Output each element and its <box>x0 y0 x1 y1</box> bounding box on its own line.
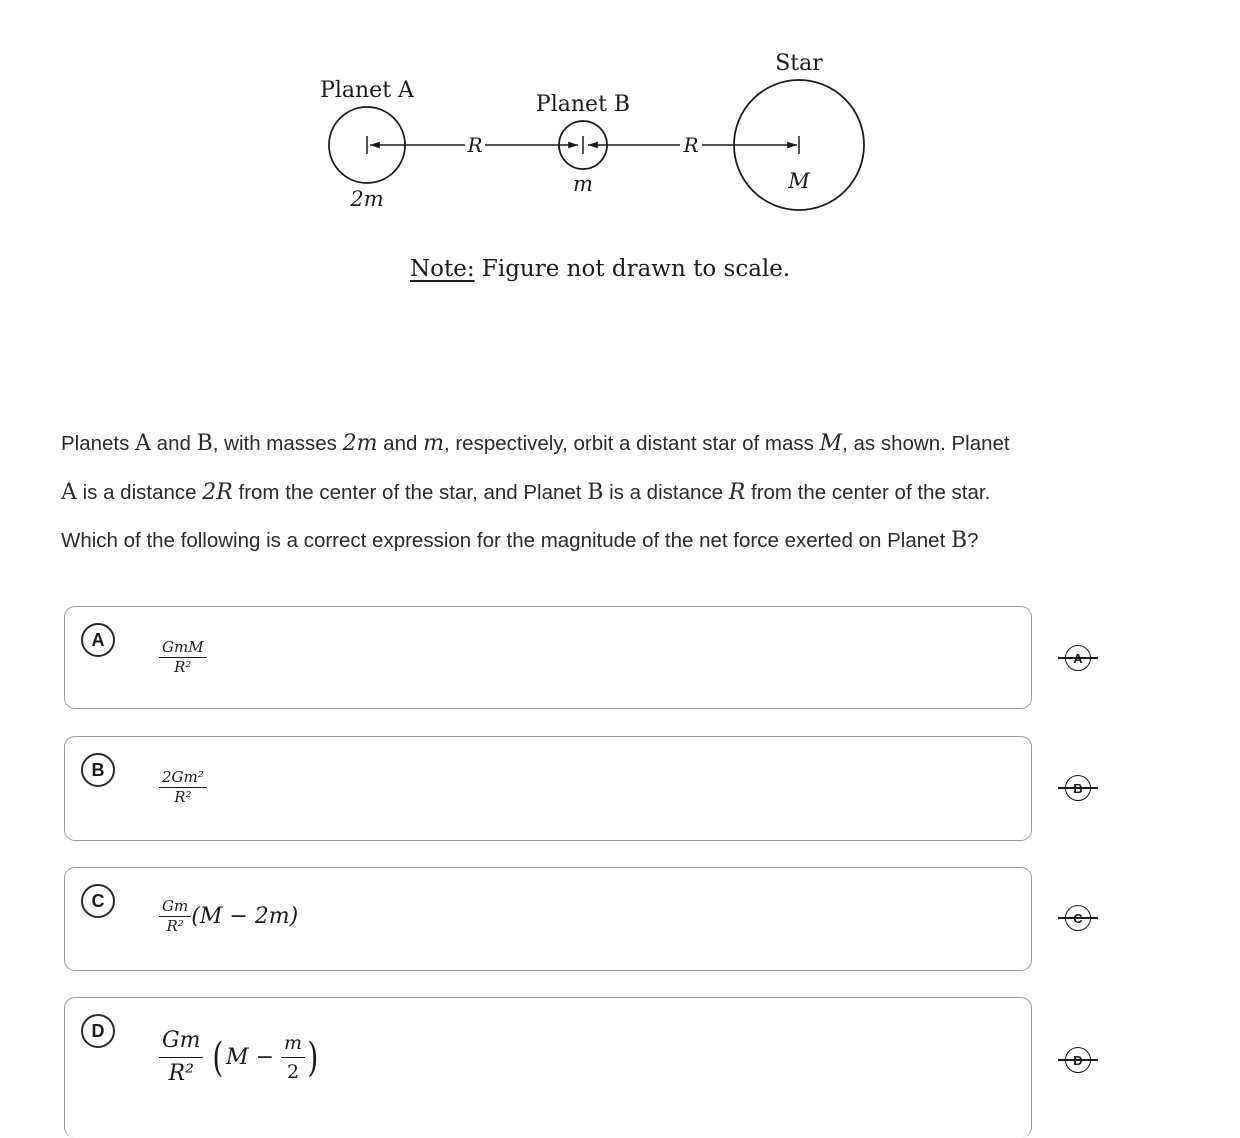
fraction-numerator: Gm <box>159 1026 203 1058</box>
distance-label-2: R <box>683 133 699 157</box>
strike-line <box>1058 657 1098 659</box>
stem-paragraph <box>61 420 1171 566</box>
distance-label-1: R <box>467 133 483 157</box>
stem-text: from the center of the star, and Planet <box>232 480 588 504</box>
eliminate-option-d-button[interactable] <box>1058 1046 1098 1074</box>
stem-text: and <box>377 432 424 455</box>
stem-math: A <box>135 431 151 456</box>
stem-text: , respectively, orbit a distant star of mass <box>443 432 820 455</box>
stem-text: is a distance <box>76 480 203 504</box>
option-c-bracket-term: (M − 2m) <box>191 904 299 929</box>
orbit-figure <box>0 0 1240 300</box>
strike-line <box>1058 787 1098 789</box>
stem-math: M <box>819 431 843 456</box>
stem-math: B <box>196 431 213 456</box>
stem-text: from the center of the star. <box>745 480 991 504</box>
answer-option-d[interactable] <box>64 997 1032 1138</box>
figure-note <box>410 256 790 282</box>
mass-star-label: M <box>788 169 810 193</box>
strike-line <box>1058 917 1098 919</box>
mass-a-label: 2m <box>350 187 384 211</box>
option-letter-c: C <box>81 884 115 918</box>
stem-math: A <box>61 479 77 505</box>
left-paren: ( <box>212 1034 224 1081</box>
option-letter-d: D <box>81 1014 115 1048</box>
stem-math: R <box>728 479 746 505</box>
eliminate-option-a-button[interactable] <box>1058 644 1098 672</box>
option-letter-a: A <box>81 623 115 657</box>
star-label: Star <box>775 51 823 76</box>
answer-option-a[interactable] <box>64 606 1032 709</box>
stem-text: Which of the following is a correct expression for the magnitude of the net force exerted on Planet <box>61 529 951 552</box>
strike-line <box>1058 1059 1098 1061</box>
right-paren: ) <box>307 1034 319 1081</box>
stem-text: , as shown. Planet <box>842 432 1010 455</box>
answer-option-b[interactable] <box>64 736 1032 841</box>
planet-a-label: Planet A <box>320 78 414 103</box>
option-letter-b: B <box>81 753 115 787</box>
fraction-numerator: 2Gm² <box>159 769 207 788</box>
planet-b-label: Planet B <box>535 92 631 117</box>
option-b-expression <box>159 769 207 806</box>
mass-b-label: m <box>573 172 593 196</box>
option-d-inner-text: M − <box>226 1045 274 1070</box>
stem-math: B <box>587 479 604 505</box>
stem-math: 2R <box>202 479 233 505</box>
option-d-expression <box>159 1026 321 1089</box>
stem-text: is a distance <box>603 480 729 504</box>
stem-math: B <box>950 528 968 553</box>
stem-text: and <box>150 432 197 455</box>
fraction-numerator: GmM <box>159 639 207 658</box>
inner-denominator: 2 <box>286 1061 300 1083</box>
stem-math: 2m <box>342 431 378 456</box>
eliminate-option-b-button[interactable] <box>1058 774 1098 802</box>
stem-math: m <box>423 431 444 456</box>
fraction-numerator: Gm <box>159 898 191 917</box>
fraction-denominator: R² <box>166 917 184 935</box>
note-text: Figure not drawn to scale. <box>474 256 791 282</box>
stem-text: Planets <box>61 432 136 455</box>
stem-text: , with masses <box>212 432 343 455</box>
answer-option-c[interactable] <box>64 867 1032 971</box>
stem-text: ? <box>967 529 979 552</box>
eliminate-option-c-button[interactable] <box>1058 904 1098 932</box>
note-label: Note: <box>410 256 475 282</box>
option-a-expression <box>159 639 207 676</box>
distance-arrow-a-to-b <box>367 133 578 157</box>
distance-arrow-b-to-star <box>588 133 799 157</box>
inner-numerator: m <box>281 1030 305 1058</box>
option-c-expression <box>159 898 298 935</box>
fraction-denominator: R² <box>174 788 192 806</box>
fraction-denominator: R² <box>174 658 192 676</box>
question-stem <box>61 420 1171 566</box>
fraction-denominator: R² <box>168 1061 194 1086</box>
